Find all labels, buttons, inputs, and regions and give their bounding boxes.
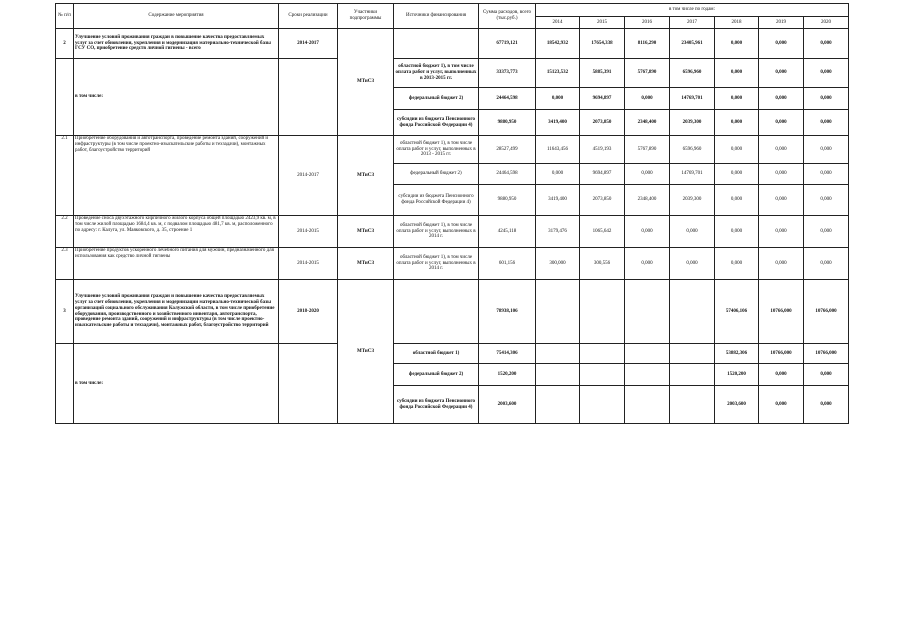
row-description: Улучшение условий проживания граждан и повышение качества предоставляемых услуг за счет обновления, укрепления и модернизации материально-технической базы организаций социального обслуживания Калужской области, в том числе приобретение оборудования, производственного и хозяйственного инвентаря, автотранспорта, проведение ремонта зданий, сооружений и инфраструктуры (в том числе проектно-изыскательские работы и техзадачи), монтажных работ, благоустройство территорий [74, 280, 279, 344]
row-source: областной бюджет 1), в том числе оплата работ и услуг, выполненных в 2013 - 2015 гг. [394, 136, 479, 164]
row-value [580, 344, 625, 364]
row-value: 0,000 [759, 136, 804, 164]
row-source [394, 280, 479, 344]
row-value: 0,000 [804, 59, 849, 88]
row-value: 0,000 [759, 364, 804, 386]
row-value: 1520,200 [479, 364, 536, 386]
table-row [56, 216, 849, 248]
row-value: 2073,850 [580, 110, 625, 136]
row-incl-label: в том числе: [74, 59, 279, 136]
row-source: федеральный бюджет 2) [394, 88, 479, 110]
row-value: 24464,598 [479, 88, 536, 110]
row-value: 0,000 [804, 29, 849, 59]
row-value [670, 344, 715, 364]
row-value: 4519,193 [580, 136, 625, 164]
row-value: 2348,400 [625, 110, 670, 136]
row-participant: МТиСЗ [338, 216, 394, 248]
table-row [56, 280, 849, 344]
row-value: 5767,890 [625, 59, 670, 88]
row-value: 0,000 [759, 248, 804, 280]
row-value: 10766,000 [759, 344, 804, 364]
row-value: 0,000 [715, 29, 759, 59]
row-source: областной бюджет 1), в том числе оплата работ и услуг, выполненных в 2014 г. [394, 216, 479, 248]
table-row [56, 136, 849, 164]
row-value: 14769,701 [670, 164, 715, 185]
row-value: 0,000 [625, 216, 670, 248]
row-value: 0,000 [759, 216, 804, 248]
row-num: 2.1 [56, 136, 74, 216]
row-value: 17654,338 [580, 29, 625, 59]
row-value: 24464,598 [479, 164, 536, 185]
row-value: 5767,890 [625, 136, 670, 164]
row-num: 3 [56, 280, 74, 344]
header-content: Содержание мероприятия [74, 4, 279, 29]
table-row [56, 248, 849, 280]
row-value: 10766,000 [759, 280, 804, 344]
row-value: 0,000 [804, 185, 849, 216]
row-value: 11643,456 [536, 136, 580, 164]
row-value: 23405,961 [670, 29, 715, 59]
row-incl-label: в том числе: [74, 344, 279, 424]
row-value: 14769,701 [670, 88, 715, 110]
row-value [625, 344, 670, 364]
row-value [625, 280, 670, 344]
table-row [56, 29, 849, 59]
row-value: 3179,476 [536, 216, 580, 248]
header-by-year: в том числе по годам: [536, 4, 849, 17]
row-value: 57406,106 [715, 280, 759, 344]
row-period: 2014-2015 [279, 248, 338, 280]
row-value: 0,000 [804, 216, 849, 248]
row-value: 28527,499 [479, 136, 536, 164]
row-value [670, 364, 715, 386]
header-year: 2020 [804, 17, 849, 29]
row-source: федеральный бюджет 2) [394, 364, 479, 386]
table-row [56, 344, 849, 364]
row-value: 2003,600 [479, 386, 536, 424]
funding-table [55, 3, 849, 424]
header-year: 2018 [715, 17, 759, 29]
row-value: 0,000 [804, 110, 849, 136]
row-source: федеральный бюджет 2) [394, 164, 479, 185]
header-year: 2015 [580, 17, 625, 29]
row-value: 0,000 [759, 88, 804, 110]
row-value: 0,000 [759, 29, 804, 59]
row-value: 0,000 [759, 110, 804, 136]
header-year: 2019 [759, 17, 804, 29]
row-value: 67719,121 [479, 29, 536, 59]
header-total: Сумма расходов, всего (тыс.руб.) [479, 4, 536, 29]
row-value: 0,000 [804, 364, 849, 386]
row-period: 2014-2017 [279, 29, 338, 59]
header-year: 2017 [670, 17, 715, 29]
row-value: 0,000 [625, 164, 670, 185]
row-value: 0,000 [715, 216, 759, 248]
row-value: 0,000 [759, 164, 804, 185]
row-value: 2073,850 [580, 185, 625, 216]
row-description: Проведение сноса двухэтажного кирпичного жилого корпуса общей площадью 2423,9 кв. м, в том числе жилой площадью 1684,4 кв. м, с подвалом площадью 481,7 кв. м, расположенного по адресу: г. Калуга, ул. Маяковского, д. 35, строение 1 [74, 216, 279, 248]
row-value [625, 386, 670, 424]
row-value: 0,000 [804, 164, 849, 185]
row-value [580, 386, 625, 424]
row-value: 0,000 [804, 136, 849, 164]
row-value: 9880,950 [479, 110, 536, 136]
row-value: 78938,106 [479, 280, 536, 344]
row-value: 15123,532 [536, 59, 580, 88]
row-value: 6596,960 [670, 59, 715, 88]
row-period: 2014-2017 [279, 136, 338, 216]
row-description: Приобретение продуктов ускоренного лечебного питания для мужчин, предназначенного для использования как средство личной гигиены [74, 248, 279, 280]
row-source: субсидии из бюджета Пенсионного фонда Российской Федерации 4) [394, 185, 479, 216]
header-source: Источники финансирования [394, 4, 479, 29]
row-period: 2018-2020 [279, 280, 338, 344]
row-value: 18542,932 [536, 29, 580, 59]
table-row [56, 59, 849, 88]
row-value: 1065,642 [580, 216, 625, 248]
row-value: 4245,118 [479, 216, 536, 248]
row-value: 53882,306 [715, 344, 759, 364]
row-value: 0,000 [715, 248, 759, 280]
row-value: 0,000 [536, 88, 580, 110]
row-value: 0,000 [804, 386, 849, 424]
row-value: 9880,950 [479, 185, 536, 216]
row-value [536, 280, 580, 344]
row-source: областной бюджет 1), в том числе оплата работ и услуг, выполненных в 2014 г. [394, 248, 479, 280]
row-value [670, 386, 715, 424]
row-value: 3419,400 [536, 110, 580, 136]
row-value: 1520,200 [715, 364, 759, 386]
row-value: 2039,300 [670, 110, 715, 136]
row-participant: МТиСЗ [338, 136, 394, 216]
row-source: областной бюджет 1) [394, 344, 479, 364]
header-num: № п/п [56, 4, 74, 29]
row-value: 0,000 [715, 110, 759, 136]
row-value: 0,000 [759, 386, 804, 424]
row-participant: МТиСЗ [338, 248, 394, 280]
row-value: 0,000 [536, 164, 580, 185]
row-value: 300,556 [580, 248, 625, 280]
row-value: 0,000 [715, 164, 759, 185]
row-period: 2014-2015 [279, 216, 338, 248]
header-year: 2014 [536, 17, 580, 29]
row-value: 75414,306 [479, 344, 536, 364]
row-num: 2.3 [56, 248, 74, 280]
row-value: 0,000 [670, 216, 715, 248]
row-source: областной бюджет 1), в том числе оплата работ и услуг, выполненных в 2013-2015 гг. [394, 59, 479, 88]
row-source: субсидии из бюджета Пенсионного фонда Российской Федерации 4) [394, 110, 479, 136]
row-value: 6596,960 [670, 136, 715, 164]
row-value: 2039,300 [670, 185, 715, 216]
header-period: Сроки реализации [279, 4, 338, 29]
row-source [394, 29, 479, 59]
row-value [536, 386, 580, 424]
row-value: 0,000 [715, 136, 759, 164]
row-value: 8116,290 [625, 29, 670, 59]
row-value: 33373,773 [479, 59, 536, 88]
row-value [670, 280, 715, 344]
row-value: 10766,000 [804, 344, 849, 364]
row-value: 9694,897 [580, 88, 625, 110]
row-value: 0,000 [670, 248, 715, 280]
row-value [625, 364, 670, 386]
row-value [536, 364, 580, 386]
row-value: 0,000 [804, 88, 849, 110]
row-value: 300,000 [536, 248, 580, 280]
row-source: субсидии из бюджета Пенсионного фонда Российской Федерации 4) [394, 386, 479, 424]
row-num: 2.2 [56, 216, 74, 248]
row-value: 0,000 [715, 185, 759, 216]
row-description: Приобретение оборудования и автотранспорта, проведение ремонта зданий, сооружений и инфраструктуры (в том числе проектно-изыскательские работы и техзадачи), монтажных работ, благоустройство территорий [74, 136, 279, 216]
row-value [536, 344, 580, 364]
row-value [580, 364, 625, 386]
row-num: 2 [56, 29, 74, 59]
row-participant: МТиСЗ [338, 280, 394, 424]
row-value: 9694,897 [580, 164, 625, 185]
row-value [580, 280, 625, 344]
row-value: 0,000 [715, 88, 759, 110]
row-value: 5885,391 [580, 59, 625, 88]
row-value: 0,000 [759, 185, 804, 216]
row-value: 601,156 [479, 248, 536, 280]
row-value: 2348,400 [625, 185, 670, 216]
row-value: 0,000 [715, 59, 759, 88]
row-value: 0,000 [759, 59, 804, 88]
row-value: 2003,600 [715, 386, 759, 424]
row-description: Улучшение условий проживания граждан в повышение качества предоставляемых услуг за счет обновления, укрепления и модернизация материально-технической базы ГСУ СО, приобретение средств личной гигиены - всего [74, 29, 279, 59]
row-value: 10766,000 [804, 280, 849, 344]
row-participant: МТиСЗ [338, 29, 394, 136]
row-value: 3419,400 [536, 185, 580, 216]
funding-table-sheet [55, 3, 849, 424]
header-year: 2016 [625, 17, 670, 29]
row-value: 0,000 [625, 248, 670, 280]
header-participant: Участники подпрограммы [338, 4, 394, 29]
row-value: 0,000 [625, 88, 670, 110]
row-value: 0,000 [804, 248, 849, 280]
